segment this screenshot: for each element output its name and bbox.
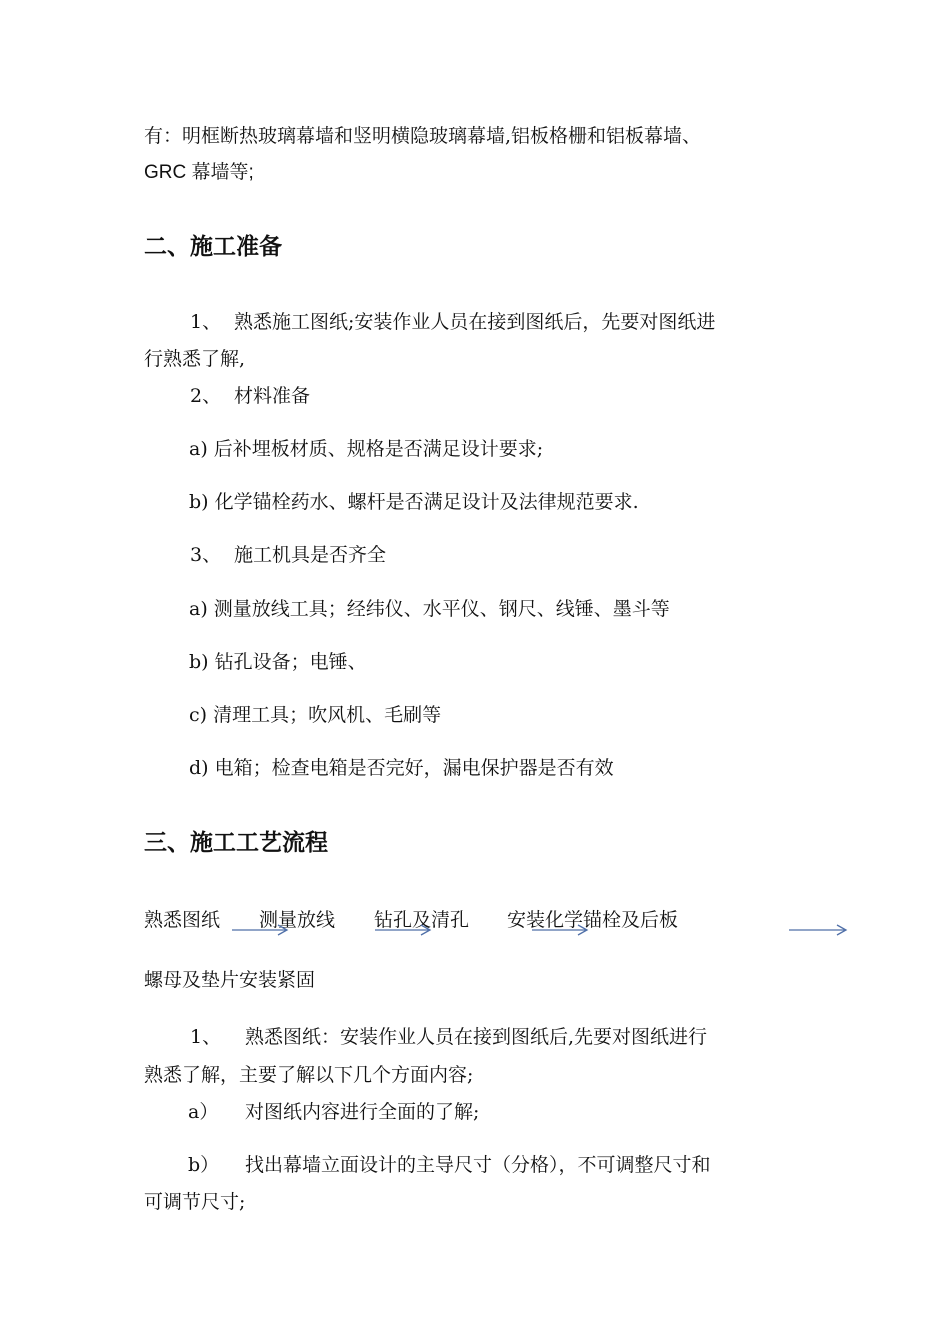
section2-item3-number: 3、 [190, 544, 222, 566]
section2-sub-a2: a) 测量放线工具；经纬仪、水平仪、钢尺、线锤、墨斗等 [189, 598, 670, 620]
section3-item1-text-line2: 熟悉了解，主要了解以下几个方面内容; [144, 1064, 474, 1086]
section2-sub-b2: b) 钻孔设备；电锤、 [189, 651, 367, 673]
section2-sub-c2: c) 清理工具；吹风机、毛刷等 [189, 704, 442, 726]
section2-sub-a1: a) 后补埋板材质、规格是否满足设计要求; [189, 438, 544, 460]
section3-sub-a-number: a） [188, 1101, 219, 1123]
section2-item3-text: 施工机具是否齐全 [234, 544, 387, 566]
intro-line-1: 有：明框断热玻璃幕墙和竖明横隐玻璃幕墙,铝板格栅和铝板幕墙、 [144, 125, 702, 147]
section2-item1-text-line2: 行熟悉了解, [144, 348, 246, 370]
section3-item1-text-line1: 熟悉图纸：安装作业人员在接到图纸后,先要对图纸进行 [245, 1026, 708, 1048]
section3-sub-b-number: b） [188, 1154, 220, 1176]
flow-step-5: 螺母及垫片安装紧固 [144, 969, 316, 991]
flow-arrow-3-icon [532, 922, 592, 938]
intro-line-2: GRC 幕墙等; [144, 162, 254, 183]
flow-step-3: 钻孔及清孔 [374, 909, 470, 931]
section2-item1-text-line1: 熟悉施工图纸;安装作业人员在接到图纸后，先要对图纸进 [234, 311, 716, 333]
flow-arrow-4-icon [789, 922, 851, 938]
section3-sub-b-text-line2: 可调节尺寸; [144, 1191, 246, 1213]
flow-step-4: 安装化学锚栓及后板 [507, 909, 679, 931]
section2-item2-text: 材料准备 [234, 385, 311, 407]
flow-step-1: 熟悉图纸 [144, 909, 221, 931]
section3-item1-number: 1、 [190, 1026, 222, 1048]
flow-arrow-2-icon [375, 922, 435, 938]
section2-item2-number: 2、 [190, 385, 222, 407]
section3-sub-b-text-line1: 找出幕墙立面设计的主导尺寸（分格），不可调整尺寸和 [245, 1154, 711, 1176]
section2-heading: 二、施工准备 [144, 234, 282, 260]
section3-sub-a-text: 对图纸内容进行全面的了解; [245, 1101, 480, 1123]
section2-item1-number: 1、 [190, 311, 222, 333]
section2-sub-b1: b) 化学锚栓药水、螺杆是否满足设计及法律规范要求. [189, 491, 639, 513]
section3-heading: 三、施工工艺流程 [144, 830, 328, 856]
flow-arrow-1-icon [232, 922, 292, 938]
flow-step-2: 测量放线 [259, 909, 336, 931]
section2-sub-d2: d) 电箱；检查电箱是否完好，漏电保护器是否有效 [189, 757, 614, 779]
